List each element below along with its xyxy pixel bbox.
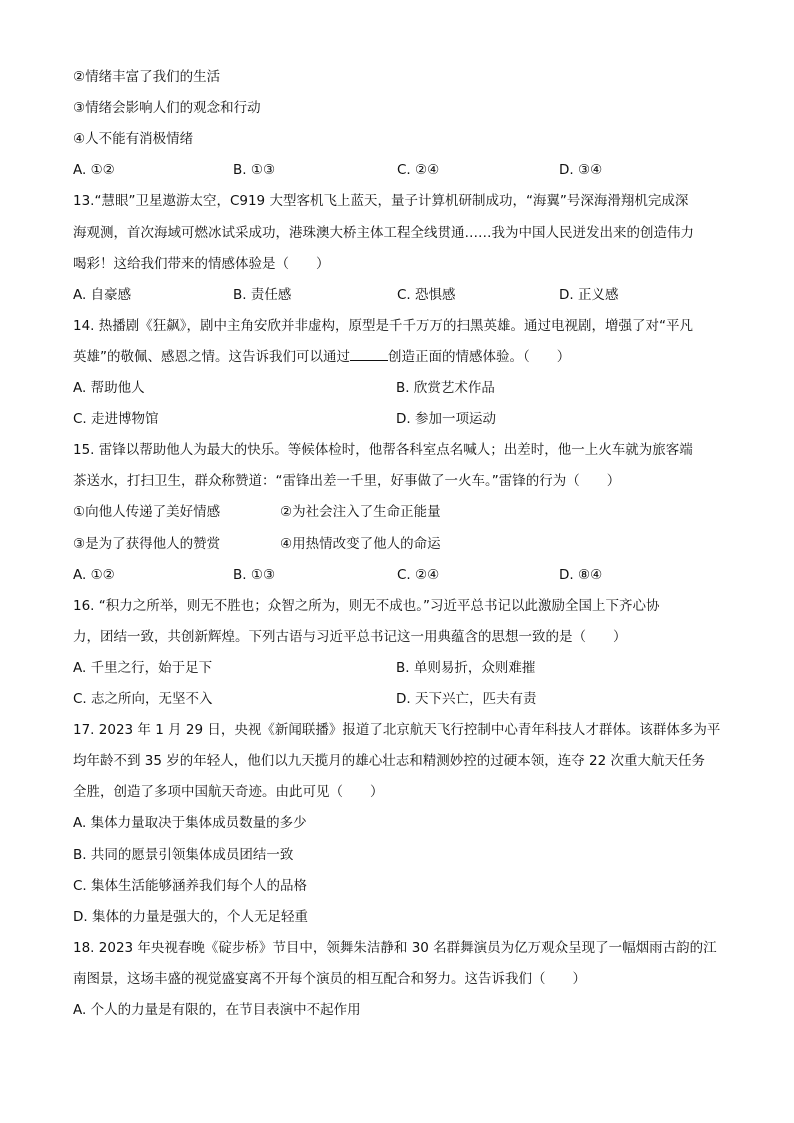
answer-option: A. 自豪感: [73, 287, 132, 303]
text-line: ②情绪丰富了我们的生活: [73, 69, 221, 85]
answer-option: D. ③④: [559, 162, 603, 178]
statement: ④用热情改变了他人的命运: [280, 536, 441, 552]
text-line: 15. 雷锋以帮助他人为最大的快乐。等候体检时，他帮各科室点名喊人；出差时，他一上火车就为旅客端: [73, 442, 693, 458]
answer-option: C. 走进博物馆: [73, 411, 159, 427]
options-row: [73, 160, 733, 180]
options-row: [73, 565, 733, 585]
text-line: 16. “积力之所举，则无不胜也；众智之所为，则无不成也。”习近平总书记以此激励全国上下齐心协: [73, 598, 660, 614]
text-after-blank: 创造正面的情感体验。（ ）: [388, 349, 571, 365]
text-line: 18. 2023 年央视春晚《碇步桥》节目中，领舞朱洁静和 30 名群舞演员为亿万观众呈现了一幅烟雨古韵的江: [73, 940, 717, 956]
text-line: C. 集体生活能够涵养我们每个人的品格: [73, 878, 308, 894]
statement-row: [73, 534, 733, 554]
answer-option: D. 天下兴亡，匹夫有责: [396, 691, 537, 707]
answer-option: A. 千里之行，始于足下: [73, 660, 213, 676]
answer-option: B. ①③: [233, 162, 276, 178]
text-line: 17. 2023 年 1 月 29 日，央视《新闻联播》报道了北京航天飞行控制中心青年科技人才群体。该群体多为平: [73, 722, 721, 738]
answer-option: B. ①③: [233, 567, 276, 583]
options-row: [73, 689, 733, 709]
text-line: A. 个人的力量是有限的，在节目表演中不起作用: [73, 1002, 361, 1018]
answer-option: C. ②④: [397, 567, 440, 583]
answer-option: C. ②④: [397, 162, 440, 178]
answer-option: C. 志之所向，无坚不入: [73, 691, 213, 707]
answer-option: B. 责任感: [233, 287, 292, 303]
answer-option: A. 帮助他人: [73, 380, 145, 396]
text-line: 全胜，创造了多项中国航天奇迹。由此可见（ ）: [73, 784, 384, 800]
text-line: B. 共同的愿景引领集体成员团结一致: [73, 847, 294, 863]
text-line: 14. 热播剧《狂飙》，剧中主角安欣并非虚构，原型是千千万万的扫黑英雄。通过电视剧，增强了对“平凡: [73, 318, 694, 334]
text-line: ③情绪会影响人们的观念和行动: [73, 100, 261, 116]
text-line: A. 集体力量取决于集体成员数量的多少: [73, 815, 307, 831]
text-line: 南图景，这场丰盛的视觉盛宴离不开每个演员的相互配合和努力。这告诉我们（ ）: [73, 971, 586, 987]
options-row: [73, 658, 733, 678]
statement: ③是为了获得他人的赞赏: [73, 536, 221, 552]
text-line: 均年龄不到 35 岁的年轻人，他们以九天揽月的雄心壮志和精测妙控的过硬本领，连夺 22 次重大航天任务: [73, 753, 706, 769]
fill-in-blank: [350, 348, 388, 361]
text-line: 茶送水，打扫卫生，群众称赞道：“雷锋出差一千里，好事做了一火车。”雷锋的行为（ ）: [73, 473, 621, 489]
options-row: [73, 409, 733, 429]
statement-row: [73, 502, 733, 522]
text-line: D. 集体的力量是强大的，个人无足轻重: [73, 909, 308, 925]
text-line: 海观测，首次海域可燃冰试采成功，港珠澳大桥主体工程全线贯通……我为中国人民迸发出来的创造伟力: [73, 225, 694, 241]
statement: ①向他人传递了美好情感: [73, 504, 221, 520]
text-line-with-blank: [73, 347, 570, 367]
answer-option: A. ①②: [73, 162, 115, 178]
text-line: 13.“慧眼”卫星遨游太空，C919 大型客机飞上蓝天，量子计算机研制成功，“海翼”号深海滑翔机完成深: [73, 193, 689, 209]
answer-option: B. 单则易折，众则难摧: [396, 660, 536, 676]
answer-option: A. ①②: [73, 567, 115, 583]
statement: ②为社会注入了生命正能量: [280, 504, 441, 520]
answer-option: D. 参加一项运动: [396, 411, 496, 427]
text-line: 力，团结一致，共创新辉煌。下列古语与习近平总书记这一用典蕴含的思想一致的是（ ）: [73, 629, 627, 645]
answer-option: C. 恐惧感: [397, 287, 456, 303]
text-line: 喝彩！这给我们带来的情感体验是（ ）: [73, 256, 330, 272]
answer-option: B. 欣赏艺术作品: [396, 380, 495, 396]
answer-option: D. 正义感: [559, 287, 619, 303]
options-row: [73, 285, 733, 305]
text-before-blank: 英雄”的敬佩、感恩之情。这告诉我们可以通过: [73, 349, 350, 365]
text-line: ④人不能有消极情绪: [73, 131, 194, 147]
answer-option: D. ⑧④: [559, 567, 603, 583]
options-row: [73, 378, 733, 398]
